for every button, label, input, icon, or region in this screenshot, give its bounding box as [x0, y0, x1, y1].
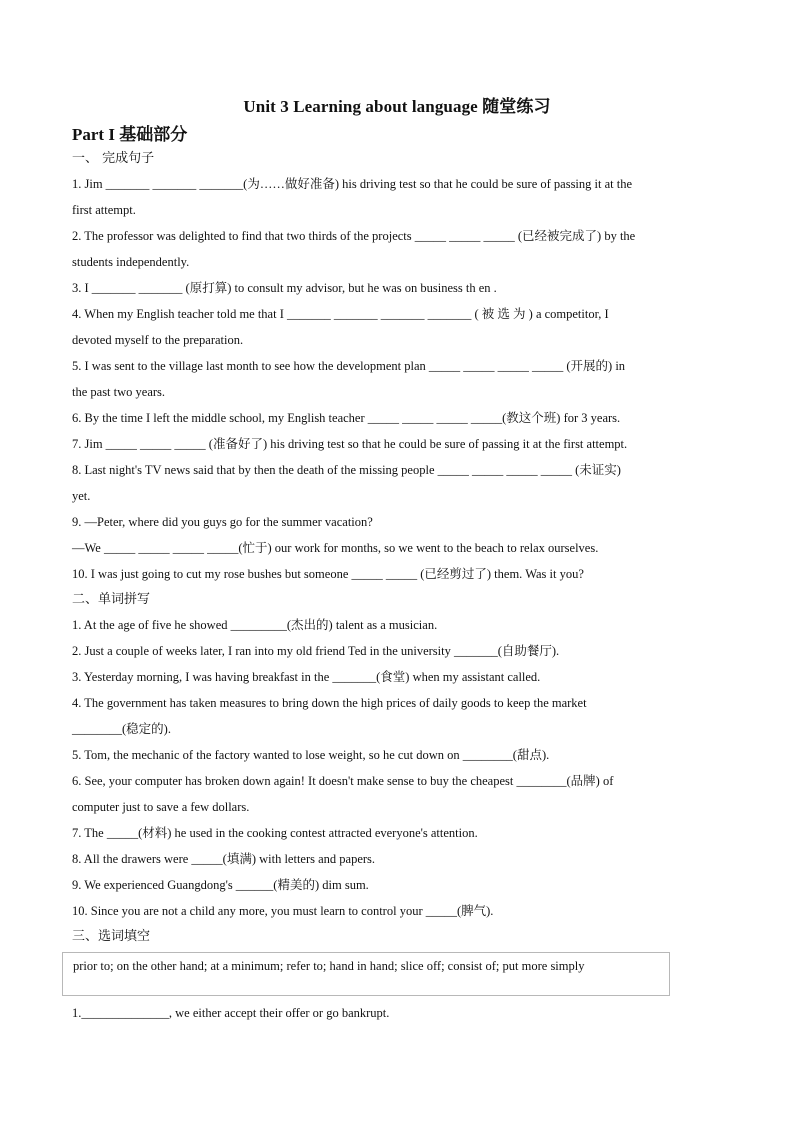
spelling-line: 4. The government has taken measures to bring down the high prices of daily goods to keep the market [72, 696, 587, 710]
complete-sentence-line: 2. The professor was delighted to find that two thirds of the projects _____ _____ _____ (已经被完成了) by the [72, 229, 636, 243]
section-heading-word-choice: 三、选词填空 [72, 929, 151, 944]
complete-sentence-line: devoted myself to the preparation. [72, 333, 244, 347]
word-choice-list [72, 1000, 722, 1026]
part-heading: Part I 基础部分 [72, 125, 188, 144]
complete-sentence-line: 9. —Peter, where did you guys go for the summer vacation? [72, 515, 373, 529]
complete-sentence-line: students independently. [72, 255, 190, 269]
spelling-line: 10. Since you are not a child any more, you must learn to control your _____(脾气). [72, 904, 494, 918]
complete-sentence-line: 8. Last night's TV news said that by then the death of the missing people _____ _____ _____ _____ (未证实) [72, 463, 621, 477]
complete-sentences-list [72, 171, 722, 587]
complete-sentence-line: 7. Jim _____ _____ _____ (准备好了) his driving test so that he could be sure of passing it at the first attempt. [72, 437, 628, 451]
spelling-line: computer just to save a few dollars. [72, 800, 250, 814]
spelling-line: 7. The _____(材料) he used in the cooking contest attracted everyone's attention. [72, 826, 478, 840]
complete-sentence-line: 10. I was just going to cut my rose bushes but someone _____ _____ (已经剪过了) them. Was it you? [72, 567, 584, 581]
complete-sentence-line: —We _____ _____ _____ _____(忙于) our work for months, so we went to the beach to relax ourselves. [72, 541, 599, 555]
complete-sentence-line: 5. I was sent to the village last month to see how the development plan _____ _____ _____ _____ (开展的) in [72, 359, 626, 373]
complete-sentence-line: yet. [72, 489, 91, 503]
spelling-line: ________(稳定的). [72, 722, 171, 736]
section-heading-complete-sentences: 一、 完成句子 [72, 151, 155, 166]
complete-sentence-line: first attempt. [72, 203, 136, 217]
complete-sentence-line: the past two years. [72, 385, 166, 399]
spelling-line: 3. Yesterday morning, I was having breakfast in the _______(食堂) when my assistant called. [72, 670, 541, 684]
worksheet-page [72, 96, 722, 1026]
spelling-line: 8. All the drawers were _____(填满) with letters and papers. [72, 852, 376, 866]
complete-sentence-line: 6. By the time I left the middle school, my English teacher _____ _____ _____ _____(教这个班) for 3 years. [72, 411, 621, 425]
word-choice-line: 1.______________, we either accept their offer or go bankrupt. [72, 1006, 390, 1020]
complete-sentence-line: 3. I _______ _______ (原打算) to consult my advisor, but he was on business th en . [72, 281, 497, 295]
page-title: Unit 3 Learning about language 随堂练习 [243, 97, 551, 116]
spelling-line: 9. We experienced Guangdong's ______(精美的) dim sum. [72, 878, 369, 892]
complete-sentence-line: 4. When my English teacher told me that I _______ _______ _______ _______ ( 被 选 为 ) a competitor, I [72, 307, 609, 321]
section-heading-spelling: 二、单词拼写 [72, 592, 151, 607]
spelling-list [72, 612, 722, 924]
spelling-line: 1. At the age of five he showed _________(杰出的) talent as a musician. [72, 618, 438, 632]
spelling-line: 5. Tom, the mechanic of the factory wanted to lose weight, so he cut down on ________(甜点). [72, 748, 550, 762]
complete-sentence-line: 1. Jim _______ _______ _______(为……做好准备) his driving test so that he could be sure of passing it at the [72, 177, 633, 191]
spelling-line: 6. See, your computer has broken down again! It doesn't make sense to buy the cheapest ________(品牌) of [72, 774, 614, 788]
spelling-line: 2. Just a couple of weeks later, I ran into my old friend Ted in the university _______(自助餐厅). [72, 644, 560, 658]
word-bank-box: prior to; on the other hand; at a minimum; refer to; hand in hand; slice off; consist of; put more simply [62, 952, 670, 996]
